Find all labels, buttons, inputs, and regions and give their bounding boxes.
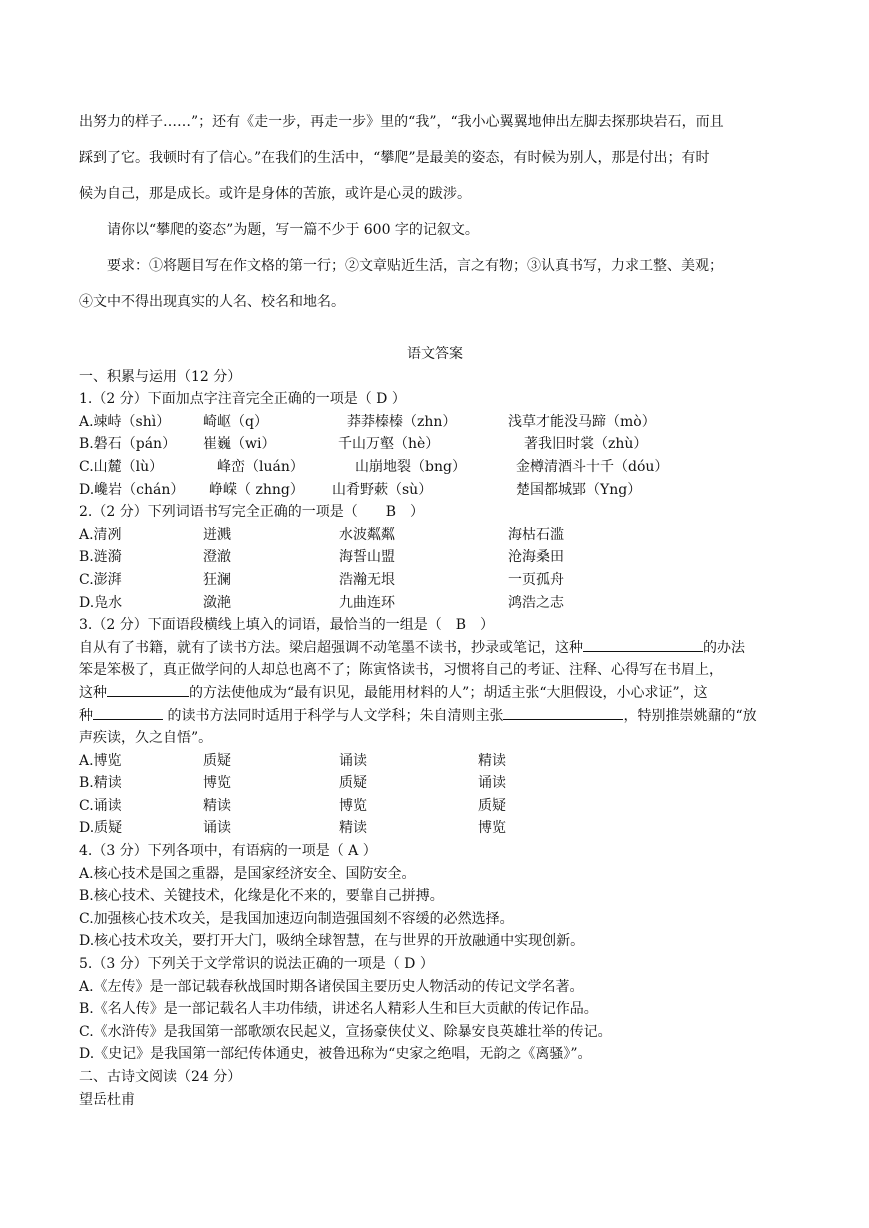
essay-instruction: 请你以“攀爬的姿态”为题，写一篇不少于 600 字的记叙文。	[107, 222, 479, 238]
option-cell: D.凫水	[79, 594, 123, 611]
answers-title: 语文答案	[407, 346, 463, 362]
option-cell: 海枯石滥	[508, 526, 564, 543]
option-cell: 峥嵘（ zhng）	[209, 481, 304, 498]
question-stem: 1.（2 分）下面加点字注音完全正确的一项是（ D ）	[79, 391, 406, 408]
passage-line: 笨是笨极了，真正做学问的人却总也离不了；陈寅恪读书，习惯将自己的考证、注释、心得写在书眉上，	[79, 662, 723, 679]
answer-section	[79, 343, 791, 1111]
option-cell: 精读	[203, 797, 231, 814]
option-row	[79, 592, 791, 615]
essay-paragraph-line: 踩到了它。我顿时有了信心。”在我们的生活中，“攀爬”是最美的姿态，有时候为别人，那是付出；有时	[79, 150, 710, 166]
option-cell: 诵读	[339, 752, 367, 769]
option-cell: 迸溅	[203, 526, 231, 543]
option-line: B.《名人传》是一部记载名人丰功伟绩，讲述名人精彩人生和巨大贡献的传记作品。	[79, 1001, 598, 1018]
option-row	[79, 433, 791, 456]
option-cell: 浩瀚无垠	[339, 571, 395, 588]
option-row	[79, 546, 791, 569]
answer-blank	[93, 705, 163, 720]
option-cell: 峰峦（luán）	[217, 458, 304, 475]
question-stem: 4.（3 分）下列各项中，有语病的一项是（ A ）	[79, 843, 377, 860]
option-line: D.核心技术攻关，要打开大门，吸纳全球智慧，在与世界的开放融通中实现创新。	[79, 933, 585, 950]
option-cell: B.精读	[79, 775, 122, 792]
option-line: B.核心技术、关键技术，化缘是化不来的，要靠自己拼搏。	[79, 888, 444, 905]
option-row	[79, 772, 791, 795]
passage-text: 的方法使他成为“最有识见，最能用材料的人”；胡适主张“大胆假设，小心求证”，这	[189, 684, 708, 701]
answer-blank	[107, 682, 189, 697]
option-line: A.《左传》是一部记载春秋战国时期各诸侯国主要历史人物活动的传记文学名著。	[79, 978, 584, 995]
option-cell: D.质疑	[79, 820, 123, 837]
option-line: C.加强核心技术攻关，是我国加速迈向制造强国刻不容缓的必然选择。	[79, 910, 514, 927]
option-cell: 海誓山盟	[339, 549, 395, 566]
option-cell: C.诵读	[79, 797, 122, 814]
option-cell: 博览	[203, 775, 231, 792]
option-cell: 山肴野蔌（sù）	[332, 481, 433, 498]
option-cell: 潋滟	[203, 594, 231, 611]
passage-line	[79, 705, 791, 728]
option-line: D.《史记》是我国第一部纪传体通史，被鲁迅称为“史家之绝唱，无韵之《离骚》”。	[79, 1046, 592, 1063]
option-row	[79, 456, 791, 479]
option-row	[79, 817, 791, 840]
option-row	[79, 795, 791, 818]
option-cell: B.涟漪	[79, 549, 122, 566]
essay-requirements-line: 要求：①将题目写在作文格的第一行；②文章贴近生活，言之有物；③认真书写，力求工整、美观；	[107, 258, 723, 274]
option-cell: 山崩地裂（bng）	[355, 458, 466, 475]
option-cell: 质疑	[478, 797, 506, 814]
passage-text: 种	[79, 707, 93, 724]
option-cell: 诵读	[478, 775, 506, 792]
option-cell: 质疑	[339, 775, 367, 792]
option-cell: 崎岖（q）	[203, 413, 268, 430]
option-row	[79, 479, 791, 502]
option-cell: 狂澜	[203, 571, 231, 588]
option-cell: 水波粼粼	[339, 526, 395, 543]
passage-text: 的办法	[703, 639, 745, 656]
question-stem: 2.（2 分）下列词语书写完全正确的一项是（ B ）	[79, 504, 425, 521]
option-cell: 精读	[478, 752, 506, 769]
option-cell: 诵读	[203, 820, 231, 837]
section-heading: 二、古诗文阅读（24 分）	[79, 1069, 242, 1085]
option-line: A.核心技术是国之重器，是国家经济安全、国防安全。	[79, 865, 416, 882]
passage-line	[79, 637, 791, 660]
option-cell: 博览	[478, 820, 506, 837]
option-cell: 澄澈	[203, 549, 231, 566]
option-row	[79, 569, 791, 592]
passage-line: 声疾读，久之自悟”。	[79, 730, 213, 747]
option-cell: A.竦峙（shì）	[79, 413, 171, 430]
option-cell: C.澎湃	[79, 571, 122, 588]
option-cell: 浅草才能没马蹄（mò）	[508, 413, 656, 430]
question-stem: 5.（3 分）下列关于文学常识的说法正确的一项是（ D ）	[79, 956, 434, 973]
option-row	[79, 750, 791, 773]
option-cell: 博览	[339, 797, 367, 814]
option-cell: 一页孤舟	[508, 571, 564, 588]
option-cell: C.山麓（lù）	[79, 458, 164, 475]
option-row	[79, 524, 791, 547]
option-cell: 千山万壑（hè）	[338, 436, 440, 453]
question-stem: 3.（2 分）下面语段横线上填入的词语，最恰当的一组是（ B ）	[79, 617, 495, 634]
option-cell: 崔巍（wi）	[203, 436, 276, 453]
option-cell: A.清冽	[79, 526, 122, 543]
answer-blank	[583, 637, 703, 652]
passage-text: ，特别推崇姚鼐的“放	[623, 707, 757, 724]
option-row	[79, 411, 791, 434]
option-cell: 莽莽榛榛（zhn）	[347, 413, 457, 430]
section-heading: 一、积累与运用（12 分）	[79, 368, 242, 385]
option-cell: 质疑	[203, 752, 231, 769]
option-cell: A.博览	[79, 752, 122, 769]
essay-paragraph-line: 候为自己，那是成长。或许是身体的苦旅，或许是心灵的跋涉。	[79, 186, 471, 202]
essay-paragraph-line: 出努力的样子……”；还有《走一步，再走一步》里的“我”，“我小心翼翼地伸出左脚去探那块岩石，而且	[79, 114, 724, 130]
option-cell: 楚国都城郢（Yng）	[516, 481, 642, 498]
option-cell: D.巉岩（chán）	[79, 481, 185, 498]
passage-line	[79, 682, 791, 705]
passage-text: 自从有了书籍，就有了读书方法。梁启超强调不动笔墨不读书，抄录或笔记，这种	[79, 639, 583, 656]
option-cell: 沧海桑田	[508, 549, 564, 566]
passage-text: 这种	[79, 684, 107, 701]
essay-prompt	[79, 104, 791, 320]
option-cell: 著我旧时裳（zhù）	[524, 436, 648, 453]
option-line: C.《水浒传》是我国第一部歌颂农民起义，宣扬豪侠仗义、除暴安良英雄壮举的传记。	[79, 1023, 612, 1040]
passage-text: 的读书方法同时适用于科学与人文学科；朱自清则主张	[163, 707, 504, 724]
option-cell: B.磐石（pán）	[79, 436, 177, 453]
option-cell: 九曲连环	[339, 594, 395, 611]
essay-requirements-line: ④文中不得出现真实的人名、校名和地名。	[79, 294, 345, 310]
option-cell: 鸿浩之志	[508, 594, 564, 611]
option-cell: 精读	[339, 820, 367, 837]
poem-title: 望岳杜甫	[79, 1091, 135, 1108]
answer-blank	[503, 705, 623, 720]
option-cell: 金樽清酒斗十千（dóu）	[516, 458, 669, 475]
